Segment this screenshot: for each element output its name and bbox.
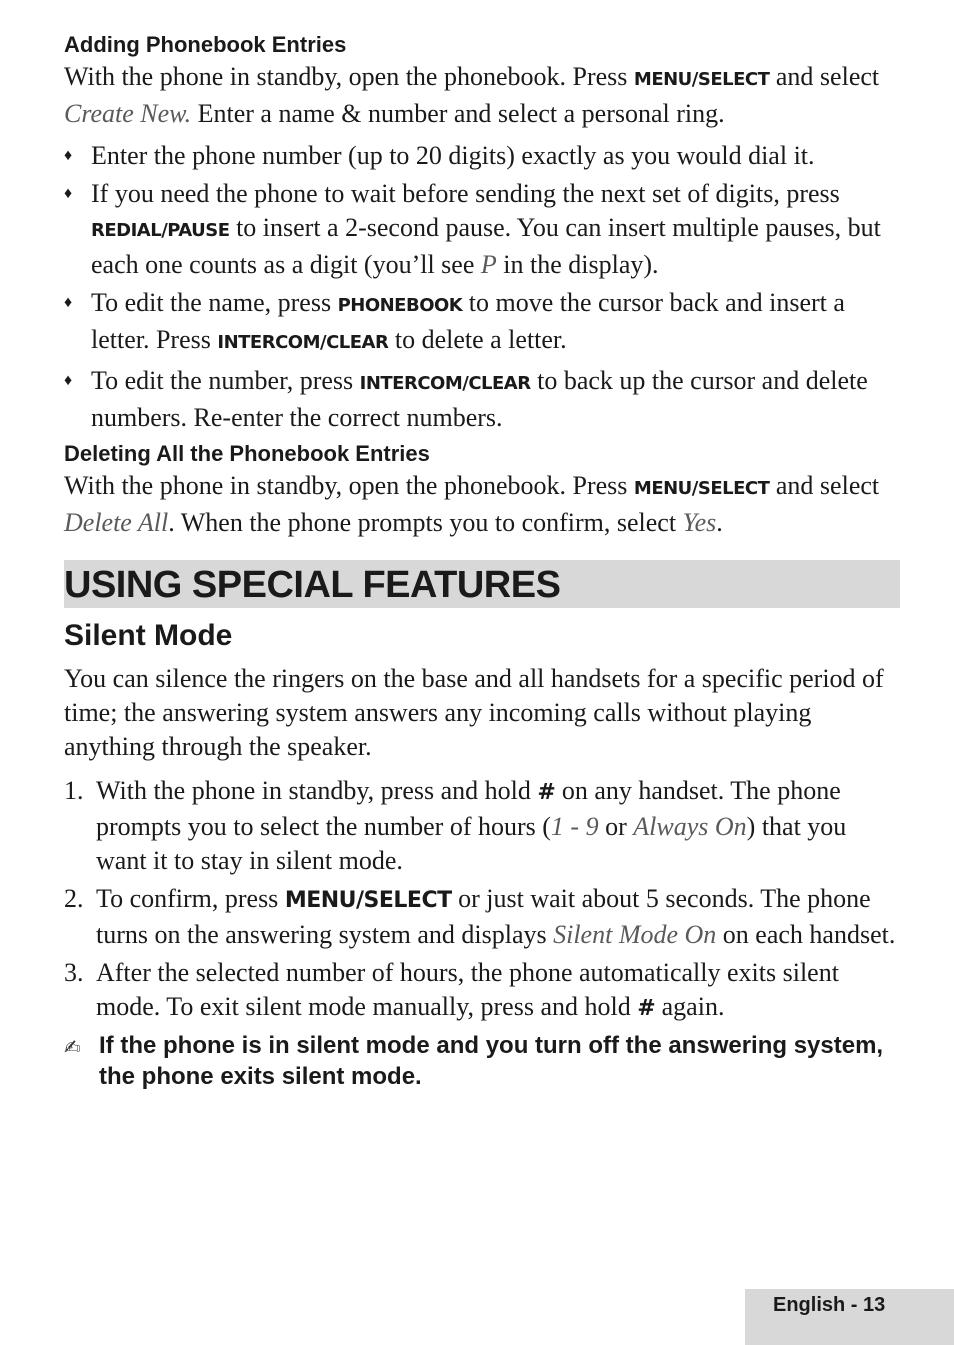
text-run: or	[598, 812, 634, 841]
text-run: Enter the phone number (up to 20 digits) exactly as you would dial it.	[91, 141, 815, 170]
adding-heading: Adding Phonebook Entries	[64, 32, 347, 57]
key-hash: #	[637, 996, 656, 1021]
deleting-heading: Deleting All the Phonebook Entries	[64, 441, 430, 466]
deleting-paragraph	[64, 469, 900, 540]
text-run: to back up the cursor and delete numbers. Re-enter the correct numbers.	[91, 366, 868, 432]
note-text: If the phone is in silent mode and you turn off the answering system, the phone exits silent mode.	[99, 1032, 884, 1090]
text-run: and select	[769, 471, 880, 500]
display-p: P	[480, 250, 497, 279]
text-run: again.	[655, 992, 725, 1021]
text-run: To confirm, press	[96, 884, 285, 913]
silent-mode-heading: Silent Mode	[64, 619, 233, 652]
step-item	[64, 882, 900, 952]
key-menu-select: MENU/SELECT	[633, 478, 770, 499]
diamond-bullet-icon: ♦	[64, 147, 73, 164]
menu-option-create-new: Create New.	[64, 99, 192, 128]
adding-bullet-list	[64, 139, 900, 435]
bullet-item	[64, 139, 900, 173]
pencil-note-icon: ✍	[64, 1037, 81, 1059]
key-phonebook: PHONEBOOK	[337, 295, 463, 316]
display-silent-mode-on: Silent Mode On	[553, 920, 717, 949]
key-hash: #	[537, 780, 556, 805]
display-range: 1 - 9	[550, 812, 599, 841]
text-run: ) that you want it to stay in silent mode.	[96, 812, 847, 875]
menu-option-yes: Yes	[682, 508, 717, 537]
text-run: Enter a name & number and select a personal ring.	[191, 99, 725, 128]
text-run: and select	[769, 62, 880, 91]
step-number: 1.	[64, 776, 84, 805]
text-run: To edit the number, press	[91, 366, 360, 395]
text-run: With the phone in standby, open the phonebook. Press	[64, 62, 634, 91]
text-run: on any handset. The phone prompts you to select the number of hours (	[96, 776, 841, 841]
display-always-on: Always On	[633, 812, 747, 841]
diamond-bullet-icon: ♦	[64, 185, 73, 202]
silent-mode-steps	[64, 774, 900, 1026]
text-run: After the selected number of hours, the phone automatically exits silent mode. To exit silent mode manually, press and hold	[96, 958, 839, 1021]
step-item	[64, 774, 900, 878]
page-number: English - 13	[773, 1294, 886, 1316]
text-run: To edit the name, press	[91, 288, 338, 317]
key-intercom-clear: INTERCOM/CLEAR	[359, 373, 531, 394]
text-run: in the display).	[496, 250, 659, 279]
adding-paragraph	[64, 60, 900, 131]
text-run: With the phone in standby, open the phonebook. Press	[64, 471, 634, 500]
text-run: on each handset.	[716, 920, 896, 949]
text-run: With the phone in standby, press and hold	[96, 776, 538, 805]
text-run: . When the phone prompts you to confirm, select	[168, 508, 683, 537]
text-run: to move the cursor back and insert a letter. Press	[91, 288, 845, 354]
page-footer	[745, 1289, 954, 1345]
step-item	[64, 956, 900, 1026]
section-title-bar	[64, 560, 900, 608]
step-number: 2.	[64, 884, 84, 913]
bullet-item	[64, 177, 900, 282]
note-block	[64, 1030, 900, 1092]
step-number: 3.	[64, 958, 84, 987]
text-run: to delete a letter.	[388, 325, 567, 354]
key-intercom-clear: INTERCOM/CLEAR	[217, 332, 389, 353]
bullet-item	[64, 364, 900, 435]
page-content	[64, 30, 900, 1092]
text-run: to insert a 2-second pause. You can insert multiple pauses, but each one counts as a digit (you’ll see	[91, 213, 881, 279]
text-run: If you need the phone to wait before sending the next set of digits, press	[91, 179, 840, 208]
key-menu-select: MENU/SELECT	[633, 69, 770, 90]
diamond-bullet-icon: ♦	[64, 294, 73, 311]
diamond-bullet-icon: ♦	[64, 372, 73, 389]
key-menu-select: MENU/SELECT	[284, 888, 452, 913]
bullet-item	[64, 286, 900, 360]
section-title: USING SPECIAL FEATURES	[64, 564, 561, 606]
text-run: .	[716, 508, 723, 537]
silent-mode-intro: You can silence the ringers on the base and all handsets for a specific period of time; the answering system answers any incoming calls without playing anything through the speaker.	[64, 664, 884, 761]
menu-option-delete-all: Delete All	[64, 508, 169, 537]
key-redial-pause: REDIAL/PAUSE	[91, 220, 230, 241]
text-run: or just wait about 5 seconds. The phone turns on the answering system and displays	[96, 884, 871, 949]
